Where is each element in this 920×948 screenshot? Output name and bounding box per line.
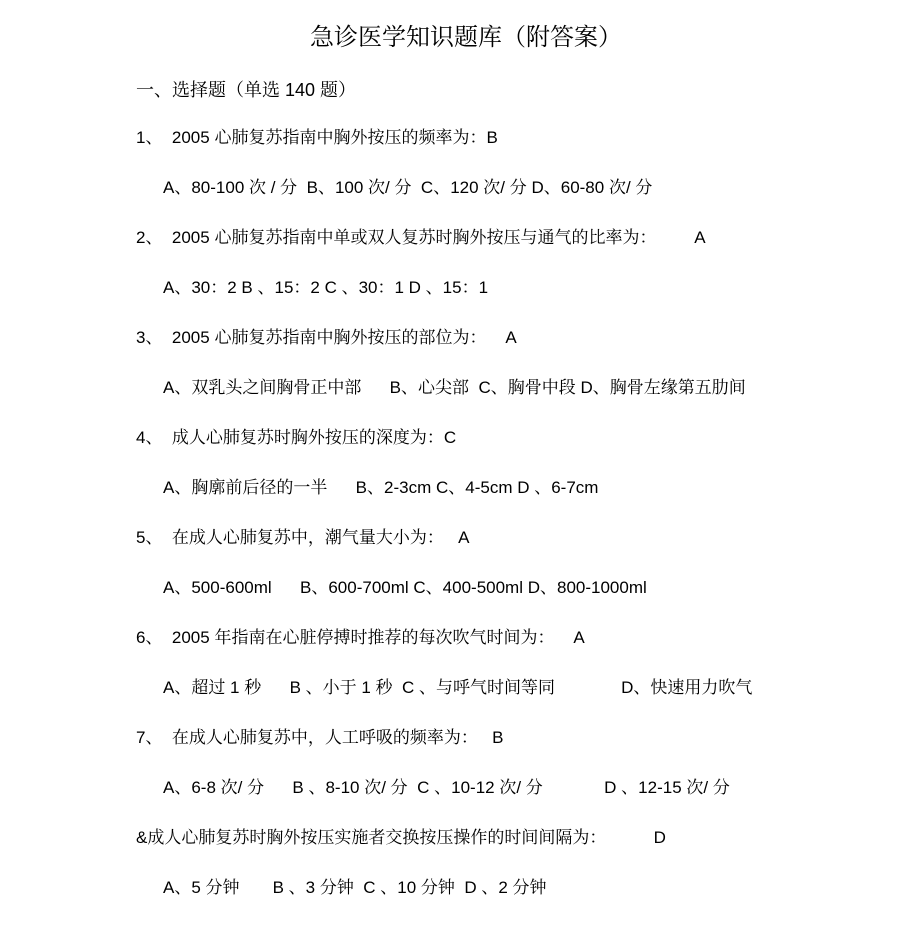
question-block-3 (136, 328, 796, 397)
question-5-text: 5、 在成人心肺复苏中，潮气量大小为： A (136, 528, 470, 547)
document-title: 急诊医学知识题库（附答案） (310, 25, 622, 51)
question-6-text: 6、 2005 年指南在心脏停搏时推荐的每次吹气时间为： A (136, 628, 585, 647)
question-7-options: A、6-8 次/ 分 B 、8-10 次/ 分 C 、10-12 次/ 分 D 、12-15 次/ 分 (163, 778, 730, 797)
question-2-text: 2、 2005 心肺复苏指南中单或双人复苏时胸外按压与通气的比率为： A (136, 228, 706, 247)
question-block-7 (136, 728, 796, 797)
question-7-text: 7、 在成人心肺复苏中，人工呼吸的频率为： B (136, 728, 504, 747)
question-block-2 (136, 228, 796, 297)
question-block-8 (136, 828, 796, 897)
section-heading: 一、选择题（单选 140 题） (136, 80, 357, 100)
question-6-options: A、超过 1 秒 B 、小于 1 秒 C 、与呼气时间等同 D、快速用力吹气 (163, 678, 753, 697)
question-4-options: A、胸廓前后径的一半 B、2-3cm C、4-5cm D 、6-7cm (163, 478, 599, 497)
question-3-text: 3、 2005 心肺复苏指南中胸外按压的部位为： A (136, 328, 517, 347)
question-block-5 (136, 528, 796, 597)
question-5-options: A、500-600ml B、600-700ml C、400-500ml D、800-1000ml (163, 578, 647, 597)
question-2-options: A、30：2 B 、15：2 C 、30：1 D 、15：1 (163, 278, 489, 297)
question-4-text: 4、 成人心肺复苏时胸外按压的深度为：C (136, 428, 457, 447)
question-block-6 (136, 628, 796, 697)
question-block-1 (136, 128, 796, 197)
question-block-4 (136, 428, 796, 497)
question-8-options: A、5 分钟 B 、3 分钟 C 、10 分钟 D 、2 分钟 (163, 878, 547, 897)
question-8-text: &成人心肺复苏时胸外按压实施者交换按压操作的时间间隔为： D (136, 828, 666, 847)
question-3-options: A、双乳头之间胸骨正中部 B、心尖部 C、胸骨中段 D、胸骨左缘第五肋间 (163, 378, 746, 397)
question-1-options: A、80-100 次 / 分 B、100 次/ 分 C、120 次/ 分 D、60-80 次/ 分 (163, 178, 653, 197)
question-1-text: 1、 2005 心肺复苏指南中胸外按压的频率为：B (136, 128, 498, 147)
